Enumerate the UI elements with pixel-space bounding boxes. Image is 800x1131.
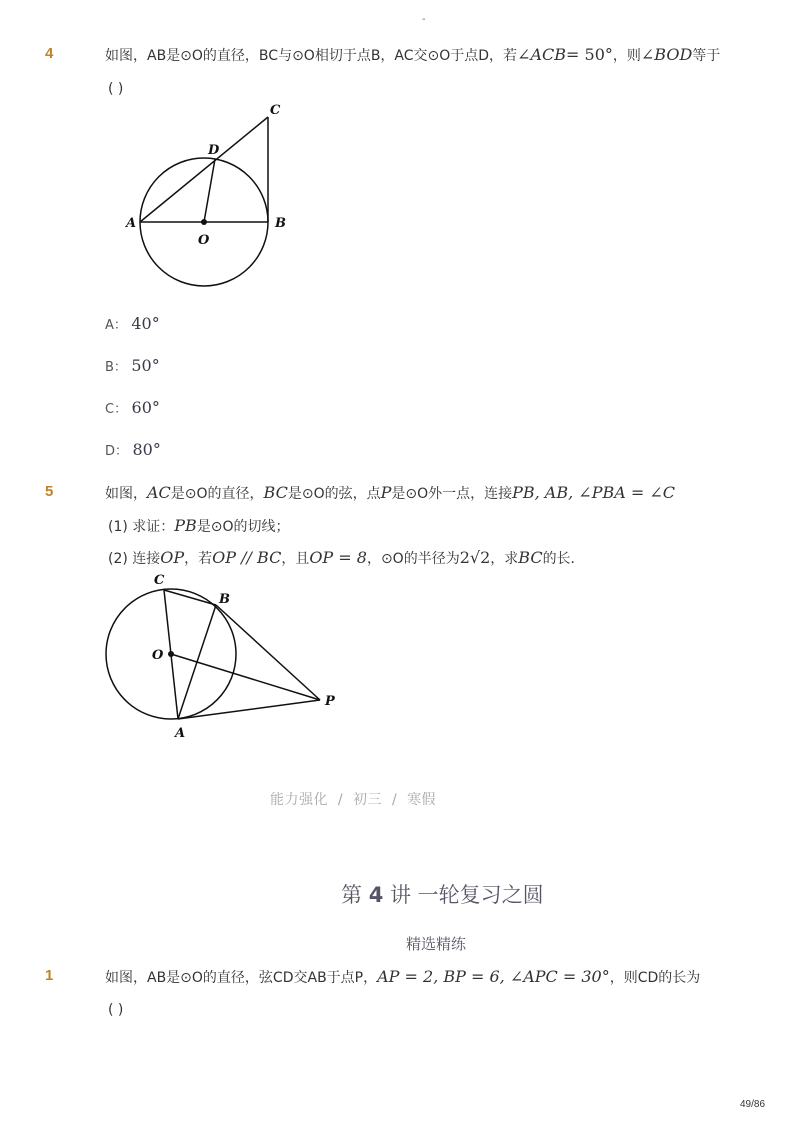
- footer-sep-1: /: [337, 792, 344, 808]
- q5-p2-t3: ，且: [281, 551, 310, 567]
- q5-p1-t1: (1) 求证：: [108, 519, 175, 535]
- question-5-figure: [100, 570, 345, 745]
- q4-option-c-label: C：: [105, 402, 128, 417]
- q4-option-a-label: A：: [105, 318, 127, 333]
- q5-p2-m1: OP: [160, 548, 185, 567]
- page-number: 49/86: [740, 1099, 766, 1110]
- q5-center-dot: [168, 651, 174, 657]
- q1-stem-math: AP = 2, BP = 6, ∠APC = 30°: [377, 967, 610, 986]
- q4-option-b-value: 50°: [131, 356, 160, 375]
- q4-option-d[interactable]: [105, 440, 161, 462]
- q5-stem-t3: 是⊙O的弦，点: [287, 486, 381, 502]
- question-4-number: 4: [45, 45, 54, 62]
- q4-option-a[interactable]: [105, 314, 160, 336]
- question-1-stem: [105, 967, 700, 988]
- q5-p2-m5: BC: [518, 548, 543, 567]
- q4-label-a: A: [126, 216, 137, 231]
- top-mark: -: [422, 14, 426, 25]
- lecture-title: [341, 879, 544, 909]
- q5-label-b: B: [219, 592, 230, 607]
- q4-center-dot: [201, 219, 207, 225]
- q1-stem-text2: ，则CD的长为: [609, 970, 701, 986]
- q5-p2-t5: ，求: [490, 551, 519, 567]
- question-5-stem: [105, 483, 675, 504]
- q4-stem-text2: ，则: [612, 48, 641, 64]
- q5-line-op: [171, 654, 320, 700]
- q4-label-o: O: [198, 233, 210, 248]
- q5-p1-m1: PB: [174, 516, 197, 535]
- q5-line-ap: [178, 700, 320, 719]
- q5-p2-m2: OP // BC: [212, 548, 282, 567]
- q4-line-ac: [140, 117, 268, 222]
- q1-stem-text: 如图，AB是⊙O的直径，弦CD交AB于点P，: [105, 970, 378, 986]
- q4-option-b-label: B：: [105, 360, 127, 375]
- q5-p2-t1: (2) 连接: [108, 551, 161, 567]
- q5-label-o: O: [152, 648, 164, 663]
- question-5-part-2: [108, 548, 585, 569]
- q5-label-c: C: [154, 573, 165, 588]
- q4-option-c-value: 60°: [131, 398, 160, 417]
- q5-stem-m4: PB, AB, ∠PBA = ∠C: [512, 483, 675, 502]
- q5-p1-t2: 是⊙O的切线；: [196, 519, 290, 535]
- q4-stem-text3: 等于: [692, 48, 721, 64]
- q4-stem-text: 如图，AB是⊙O的直径，BC与⊙O相切于点B，AC交⊙O于点D，若: [105, 48, 518, 64]
- q4-option-a-value: 40°: [131, 314, 160, 333]
- footer-course: 能力强化: [270, 792, 328, 808]
- footer-term: 寒假: [407, 792, 437, 808]
- question-4-figure: [118, 95, 298, 295]
- lecture-suffix: 讲 一轮复习之圆: [390, 883, 544, 907]
- footer-grade: 初三: [353, 792, 383, 808]
- section-title: 精选精练: [406, 935, 467, 953]
- q5-stem-t4: 是⊙O外一点，连接: [391, 486, 513, 502]
- q5-p2-t2: ，若: [184, 551, 213, 567]
- q5-stem-m3: P: [380, 483, 392, 502]
- question-5-number: 5: [45, 483, 54, 500]
- question-4-stem: [105, 45, 720, 66]
- q4-label-d: D: [208, 143, 220, 158]
- q5-label-a: A: [175, 726, 186, 741]
- q5-p2-t4: ，⊙O的半径为: [366, 551, 460, 567]
- q4-option-d-value: 80°: [132, 440, 161, 459]
- q4-stem-eq: = 50°: [566, 45, 613, 64]
- page-footer: [270, 789, 436, 809]
- question-1-paren: ( ): [108, 1002, 124, 1018]
- lecture-prefix: 第: [341, 883, 362, 907]
- q4-option-c[interactable]: [105, 398, 160, 420]
- q5-p2-m3: OP = 8: [309, 548, 367, 567]
- q5-line-bp: [216, 605, 320, 700]
- q5-stem-m2: BC: [263, 483, 288, 502]
- q5-p2-m4: 2√2: [459, 548, 491, 567]
- q5-stem-t2: 是⊙O的直径，: [170, 486, 264, 502]
- question-5-part-1: [108, 516, 290, 537]
- question-4-paren: ( ): [108, 81, 124, 97]
- q5-stem-m1: AC: [147, 483, 171, 502]
- q4-stem-angle-bod: ∠BOD: [640, 45, 693, 64]
- q5-label-p: P: [325, 694, 335, 709]
- question-1-number: 1: [45, 967, 54, 984]
- q4-label-c: C: [270, 103, 281, 118]
- q5-p2-t6: 的长．: [542, 551, 585, 567]
- q4-option-d-label: D：: [105, 444, 129, 459]
- q4-stem-angle-acb: ∠ACB: [517, 45, 567, 64]
- q4-label-b: B: [275, 216, 286, 231]
- lecture-number: 4: [368, 883, 384, 907]
- footer-sep-2: /: [391, 792, 398, 808]
- q5-stem-t1: 如图，: [105, 486, 147, 502]
- q4-option-b[interactable]: [105, 356, 160, 378]
